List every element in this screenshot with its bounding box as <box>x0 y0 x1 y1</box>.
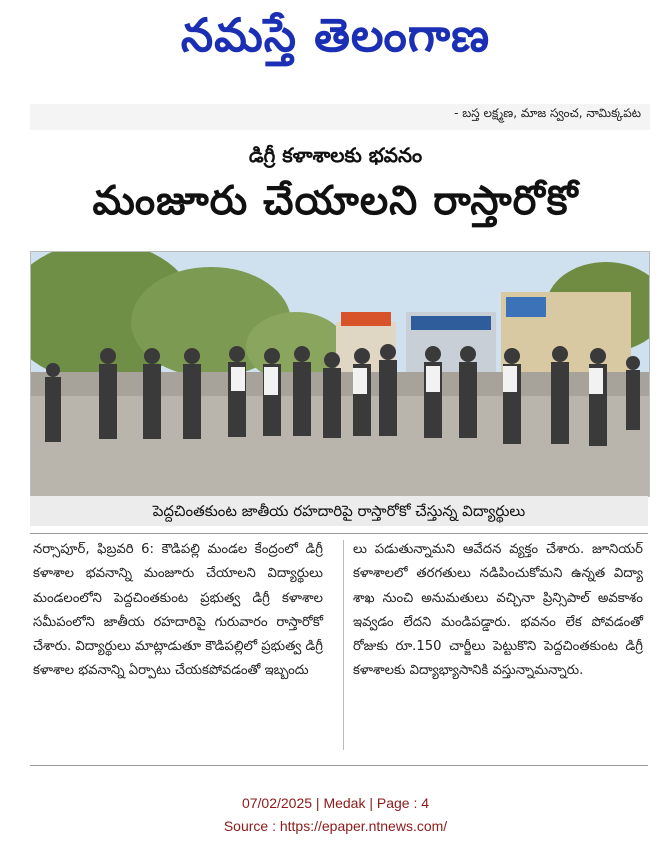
column-divider <box>343 540 344 750</box>
protest-photo-illustration <box>31 252 649 496</box>
masthead-title: నమస్తే తెలంగాణ <box>180 8 491 62</box>
article-body-right <box>353 538 643 684</box>
body-left-text: నర్సాపూర్, ఫిబ్రవరి 6: కౌడిపల్లి మండల కేంద్రంలో డిగ్రీ కళాశాల భవనాన్ని మంజూరు చేయాలని విద్యార్థులు మండలంలోని పెద్దచింతకుంట ప్రభుత్వ డిగ్రీ కళాశాల సమీపంలోని జాతీయ రహదారిపై గురువారం రాస్తారోకో చేశారు. విద్యార్థులు మాట్లాడుతూ కౌడిపల్లిలో ప్రభుత్వ డిగ్రీ కళాశాల భవనాన్ని ఏర్పాటు చేయకపోవడంతో ఇబ్బందు <box>33 542 323 679</box>
article-body-left <box>33 538 323 684</box>
news-photo <box>30 251 650 497</box>
footer-source-line[interactable]: Source : https://epaper.ntnews.com/ <box>223 818 448 834</box>
body-right-text: లు పడుతున్నామని ఆవేదన వ్యక్తం చేశారు. జూనియర్ కళాశాలలో తరగతులు నడిపించుకోమని ఉన్నత విద్యా శాఖ నుంచి అనుమతులు వచ్చినా ప్రిన్సిపాల్ అవకాశం ఇవ్వడం లేదని మండిపడ్డారు. భవనం లేక పోవడంతో రోజుకు రూ.150 చార్జీలు పెట్టుకొని పెద్దచింతకుంట డిగ్రీ కళాశాలకు విద్యాభ్యాసానికి వస్తున్నామన్నారు. <box>353 542 643 679</box>
article-headline: మంజూరు చేయాలని రాస్తారోకో <box>92 178 579 224</box>
article-rule-top <box>30 533 648 534</box>
footer-date-line: 07/02/2025 | Medak | Page : 4 <box>241 795 430 811</box>
photo-caption: పెద్దచింతకుంట జాతీయ రహదారిపై రాస్తారోకో చేస్తున్న విద్యార్థులు <box>30 496 648 526</box>
article-kicker: డిగ్రీ కళాశాలకు భవనం <box>248 143 423 167</box>
byline: - బస్త లక్ష్మణ, మాజ స్వంచ, నామిక్కపట <box>454 106 641 120</box>
article-rule-bottom <box>30 765 648 766</box>
